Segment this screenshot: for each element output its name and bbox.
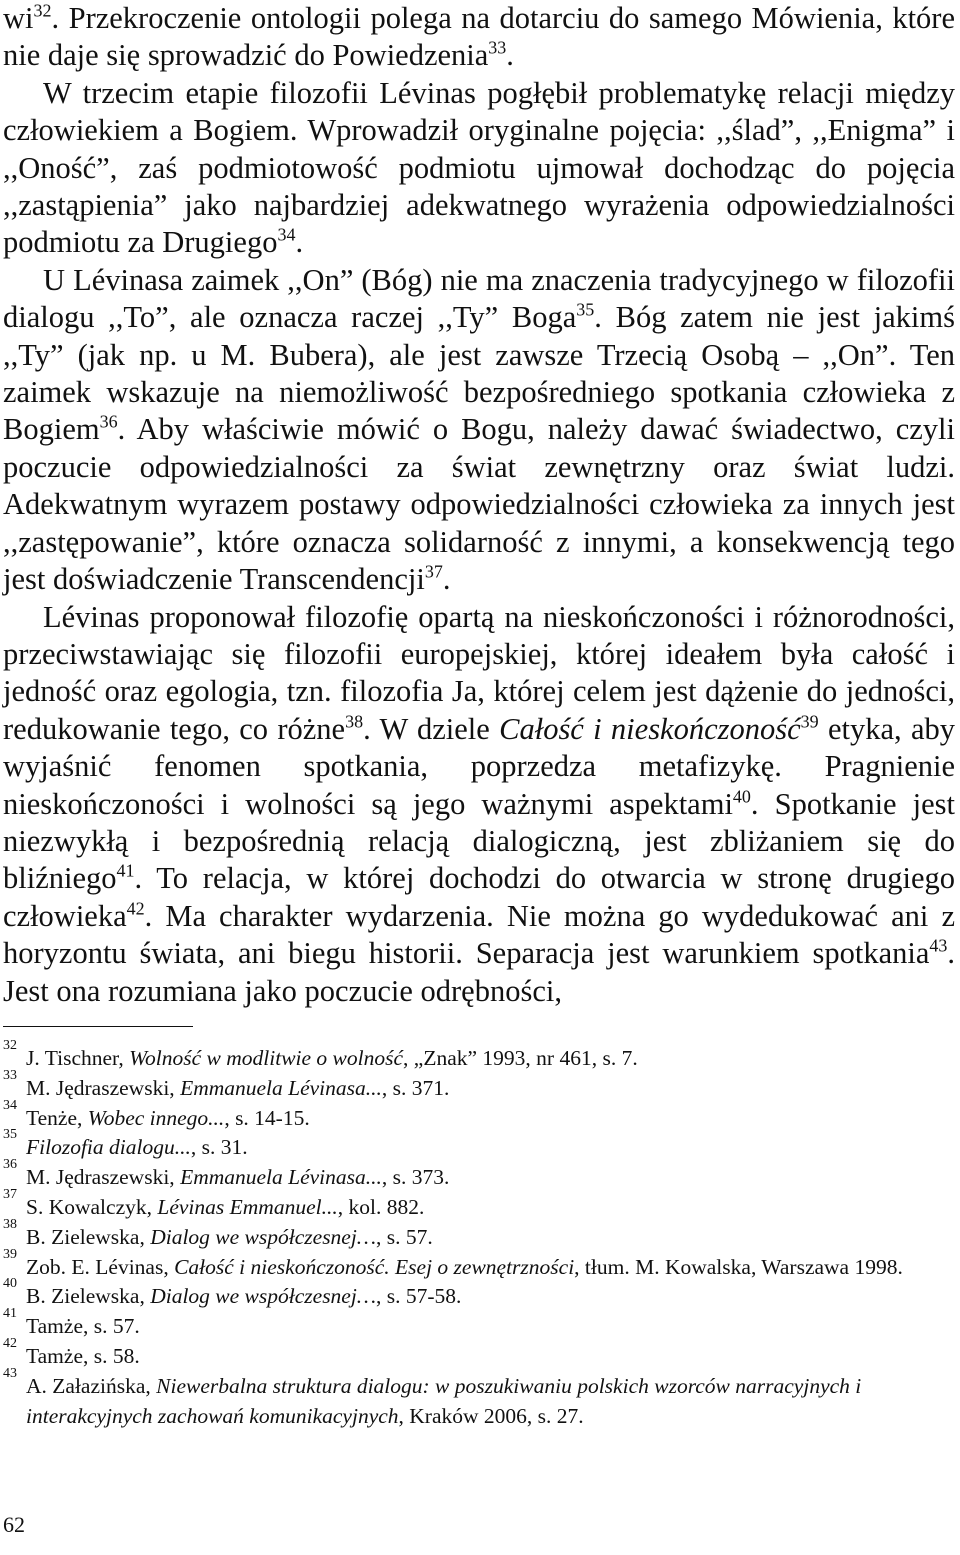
footnote-item: 35 Filozofia dialogu..., s. 31. xyxy=(3,1127,248,1160)
footnote-number: 36 xyxy=(3,1157,17,1173)
footnote-item: 38 B. Zielewska, Dialog we współczesnej…, s. 57. xyxy=(3,1216,433,1249)
footnote-number: 43 xyxy=(3,1365,17,1381)
footnote-item: 40 B. Zielewska, Dialog we współczesnej…, s. 57-58. xyxy=(3,1276,462,1309)
footnote-item: 32 J. Tischner, Wolność w modlitwie o wolność, „Znak” 1993, nr 461, s. 7. xyxy=(3,1038,638,1070)
page-number: 62 xyxy=(3,1512,25,1537)
footnote-ref-37[interactable]: 37 xyxy=(424,561,443,582)
footnote-item: 37 S. Kowalczyk, Lévinas Emmanuel..., kol. 882. xyxy=(3,1186,425,1219)
footnote-number: 41 xyxy=(3,1306,17,1322)
paragraph-3: U Lévinasa zaimek ,,On” (Bóg) nie ma znaczenia tradycyjnego w filozofii dialogu ,,To”, ale oznacza raczej ,,Ty” Boga$^{35}$. Bóg zatem nie jest jakimś ,,Ty” (jak np. u M. Bubera), ale jest zawsze Trzecią Osobą – ,,On”. Ten zaimek wskazuje na niemożliwość bezpośredniego spotkania człowieka z Bogiem$^{36}$. Aby właściwie mówić o Bogu, należy dawać świadectwo, czyli poczucie odpowiedzialności za świat zewnętrzny oraz świat ludzi. Adekwatnym wyrazem postawy odpowiedzialności człowieka za innych jest ,,zastępowanie”, które oznacza solidarność z innymi, a konsekwencją tego jest doświadczenie Transcendencji$^{37}$. xyxy=(3,262,955,597)
footnote-item: 36 M. Jędraszewski, Emmanuela Lévinasa..., s. 373. xyxy=(3,1157,450,1190)
footnote-ref-43[interactable]: 43 xyxy=(929,935,948,956)
footnote-ref-36[interactable]: 36 xyxy=(99,411,118,432)
main-text xyxy=(3,0,955,1010)
footnote-ref-34[interactable]: 34 xyxy=(277,224,296,245)
footnote-ref-35[interactable]: 35 xyxy=(576,299,595,320)
footnote-item: 41 Tamże, s. 57. xyxy=(3,1306,140,1339)
footnote-number: 40 xyxy=(3,1276,17,1292)
footnote-ref-40[interactable]: 40 xyxy=(732,785,751,806)
footnote-number: 39 xyxy=(3,1246,17,1262)
paragraph-2: W trzecim etapie filozofii Lévinas pogłębił problematykę relacji między człowiekiem a Bogiem. Wprowadził oryginalne pojęcia: ,,ślad”, ,,Enigma” i ,,Oność”, zaś podmiotowość podmiotu ujmował dochodząc do pojęcia ,,zastąpienia” jako najbardziej adekwatnego wyrażenia odpowiedzialności podmiotu za Drugiego$^{34}$. xyxy=(3,75,955,260)
footnote-item: 34 Tenże, Wobec innego..., s. 14-15. xyxy=(3,1097,310,1130)
footnote-item: 39 Zob. E. Lévinas, Całość i nieskończoność. Esej o zewnętrzności, tłum. M. Kowalska, Warszawa 1998. xyxy=(3,1246,903,1279)
paragraph-1: wi$^{32}$. Przekroczenie ontologii polega na dotarciu do samego Mówienia, które nie daje się sprowadzić do Powiedzenia$^{33}$. xyxy=(3,0,955,73)
book-title: Całość i nieskończoność xyxy=(499,711,801,746)
footnote-item: 42 Tamże, s. 58. xyxy=(3,1335,140,1368)
footnote-number: 35 xyxy=(3,1127,17,1143)
paragraph-4: Lévinas proponował filozofię opartą na nieskończoności i różnorodności, przeciwstawiając się filozofii europejskiej, której ideałem była całość i jedność oraz egologia, tzn. filozofia Ja, której celem jest dążenie do jedności, redukowanie tego, co różne$^{38}$. W dziele Całość i nieskończoność$^{39}$ etyka, aby wyjaśnić fenomen spotkania, poprzedza metafizykę. Pragnienie nieskończoności i wolności są jego ważnymi aspektami$^{40}$. Spotkanie jest niezwykłą i bezpośrednią relacją dialogiczną, jest zbliżaniem się do bliźniego$^{41}$. To relacja, w której dochodzi do otwarcia w stronę drugiego człowieka$^{42}$. Ma charakter wydarzenia. Nie można go wydedukować ani z horyzontu świata, ani biegu historii. Separacja jest warunkiem spotkania$^{43}$. Jest ona rozumiana jako poczucie odrębności, xyxy=(3,599,956,1008)
footnote-ref-32[interactable]: 32 xyxy=(33,0,52,21)
footnote-separator xyxy=(3,1026,193,1027)
footnote-number: 32 xyxy=(3,1038,17,1053)
footnotes-list xyxy=(3,1038,955,1431)
footnote-ref-41[interactable]: 41 xyxy=(116,860,135,881)
footnote-ref-38[interactable]: 38 xyxy=(345,711,364,732)
footnote-number: 37 xyxy=(3,1186,17,1202)
footnote-number: 34 xyxy=(3,1097,17,1113)
footnote-ref-33[interactable]: 33 xyxy=(488,37,507,58)
footnote-number: 38 xyxy=(3,1216,17,1232)
footnote-ref-39[interactable]: 39 xyxy=(800,711,819,732)
footnote-number: 33 xyxy=(3,1067,17,1083)
footnote-item: 43 A. Załazińska, Niewerbalna struktura dialogu: w poszukiwaniu polskich wzorców narracyjnych i interakcyjnych zachowań komunikacyjnych, Kraków 2006, s. 27. xyxy=(3,1365,862,1428)
footnote-ref-42[interactable]: 42 xyxy=(126,898,145,919)
footnote-item: 33 M. Jędraszewski, Emmanuela Lévinasa..., s. 371. xyxy=(3,1067,450,1100)
footnote-number: 42 xyxy=(3,1335,17,1351)
